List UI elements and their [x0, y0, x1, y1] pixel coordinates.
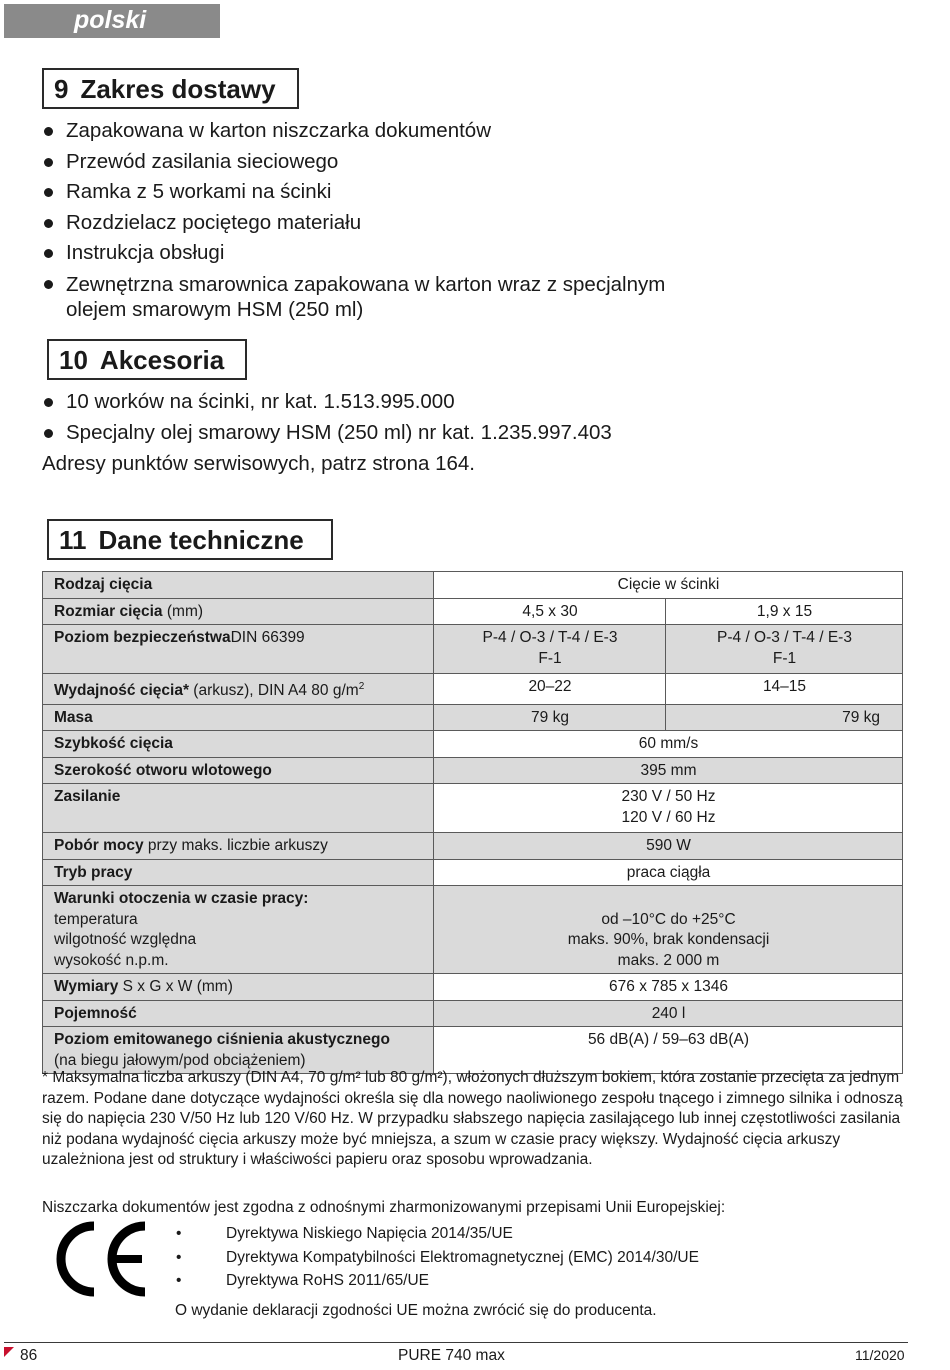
section-heading-technical-data	[47, 519, 333, 560]
row-label: Szybkość cięcia	[43, 731, 434, 758]
section-heading-accessories	[47, 339, 247, 380]
declaration-note: O wydanie deklaracji zgodności UE można zwrócić się do producenta.	[175, 1302, 657, 1319]
value-line: maks. 90%, brak kondensacji	[567, 931, 770, 948]
value-line: 120 V / 60 Hz	[621, 808, 716, 826]
label-bold: Rozmiar cięcia	[54, 602, 163, 620]
value-line: P-4 / O-3 / T-4 / E-3	[717, 629, 852, 646]
corner-marker-icon	[4, 1347, 14, 1357]
table-row	[43, 674, 903, 705]
technical-data-table	[42, 571, 903, 1074]
table-row	[43, 1027, 903, 1074]
table-row	[43, 598, 903, 625]
list-item: Specjalny olej smarowy HSM (250 ml) nr kat. 1.235.997.403	[44, 418, 744, 449]
row-label	[43, 886, 434, 974]
list-item: Przewód zasilania sieciowego	[44, 147, 744, 178]
section-title: Zakres dostawy	[80, 74, 276, 104]
value-line: 230 V / 50 Hz	[621, 788, 716, 805]
section-number: 11	[59, 525, 87, 555]
list-item	[44, 269, 744, 322]
table-row	[43, 886, 903, 974]
cell-value: 14–15	[666, 674, 903, 705]
label-bold: Poziom bezpieczeństwa	[54, 629, 231, 646]
cell-value	[666, 625, 903, 674]
label-detail: przy maks. liczbie arkuszy	[143, 837, 328, 854]
row-label	[43, 974, 434, 1001]
section-number: 10	[59, 345, 88, 375]
cell-value: 60 mm/s	[434, 731, 903, 758]
cell-value	[434, 625, 666, 674]
table-row	[43, 572, 903, 599]
cell-value: 590 W	[434, 833, 903, 860]
table-row	[43, 1000, 903, 1027]
list-item: Zapakowana w karton niszczarka dokumentów	[44, 116, 744, 147]
table-row	[43, 784, 903, 833]
cell-value: 676 x 785 x 1346	[434, 974, 903, 1001]
list-item: • Dyrektywa Niskiego Napięcia 2014/35/UE	[176, 1222, 699, 1246]
list-item: Rozdzielacz pociętego materiału	[44, 208, 744, 239]
label-bold: Wymiary	[54, 978, 119, 995]
label-superscript: 2	[358, 681, 365, 692]
label-line: wysokość n.p.m.	[54, 951, 169, 969]
label-bold: Poziom emitowanego ciśnienia akustycznego	[54, 1031, 390, 1048]
table-row	[43, 704, 903, 731]
conformity-intro: Niszczarka dokumentów jest zgodna z odnośnymi zharmonizowanymi przepisami Unii Europejskiej:	[42, 1199, 726, 1216]
table-row	[43, 731, 903, 758]
row-label: Rodzaj cięcia	[43, 572, 434, 599]
label-line: temperatura	[54, 910, 138, 928]
ce-mark-icon	[50, 1220, 150, 1298]
page-number: 86	[20, 1347, 38, 1364]
row-label: Tryb pracy	[43, 859, 434, 886]
cell-value: praca ciągła	[434, 859, 903, 886]
list-item: • Dyrektywa RoHS 2011/65/UE	[176, 1269, 699, 1293]
section-number: 9	[54, 74, 69, 104]
value-line: F-1	[538, 649, 562, 667]
cell-value: 1,9 x 15	[666, 598, 903, 625]
cell-value	[434, 886, 903, 974]
cell-value	[434, 784, 903, 833]
directives-list	[176, 1222, 699, 1293]
list-item: Instrukcja obsługi	[44, 238, 744, 269]
row-label: Masa	[43, 704, 434, 731]
list-item-line: Zewnętrzna smarownica zapakowana w karton wraz z specjalnym	[66, 272, 666, 296]
row-label: Pojemność	[43, 1000, 434, 1027]
table-row	[43, 757, 903, 784]
service-note: Adresy punktów serwisowych, patrz strona 164.	[42, 452, 475, 475]
label-detail: (na biegu jałowym/pod obciążeniem)	[54, 1051, 306, 1069]
label-line: wilgotność względna	[54, 931, 197, 948]
label-bold: Pobór mocy	[54, 837, 144, 854]
value-line: maks. 2 000 m	[617, 951, 720, 969]
row-label	[43, 674, 434, 705]
cell-value: 79 kg	[666, 704, 903, 731]
edition-date: 11/2020	[855, 1347, 905, 1363]
section-title: Akcesoria	[99, 345, 225, 375]
table-row	[43, 833, 903, 860]
product-name: PURE 740 max	[398, 1347, 505, 1364]
list-item: • Dyrektywa Kompatybilności Elektromagnetycznej (EMC) 2014/30/UE	[176, 1246, 699, 1270]
list-item: 10 worków na ścinki, nr kat. 1.513.995.000	[44, 387, 744, 418]
label-detail: (mm)	[166, 602, 204, 620]
language-tab: polski	[4, 4, 220, 38]
cell-value: 20–22	[434, 674, 666, 705]
list-item-line: olejem smarowym HSM (250 ml)	[66, 297, 364, 321]
row-label	[43, 625, 434, 674]
delivery-list	[44, 116, 744, 322]
value-line: F-1	[772, 649, 797, 667]
cell-value: 4,5 x 30	[434, 598, 666, 625]
label-bold: Wydajność cięcia*	[54, 682, 189, 699]
row-label: Zasilanie	[43, 784, 434, 833]
value-line: od –10°C do +25°C	[601, 910, 736, 928]
label-bold: Warunki otoczenia w czasie pracy:	[54, 890, 309, 907]
section-title: Dane techniczne	[98, 525, 304, 555]
label-detail: S x G x W (mm)	[118, 978, 233, 995]
cell-value: 79 kg	[434, 704, 666, 731]
footer-divider	[4, 1342, 908, 1343]
accessories-list	[44, 387, 744, 448]
section-heading-delivery	[42, 68, 299, 109]
footnote: * Maksymalna liczba arkuszy (DIN A4, 70 g/m² lub 80 g/m²), włożonych dłuższym bokiem, która zostanie przecięta za jednym razem. Podane dane dotyczące wydajności określa się dla nowego naoliwionego zespołu tnącego i zimnego silnika i odnoszą się do napięcia 230 V/50 Hz lub 120 V/60 Hz. W przypadku słabszego napięcia zasilającego lub innej częstotliwości zasilania niż podana wydajność cięcia arkuszy może być mniejsza, a szum w czasie pracy większy. Wydajność cięcia arkuszy uzależniona jest od struktury i właściwości papieru oraz sposobu wprowadzania.	[42, 1069, 903, 1168]
row-label	[43, 833, 434, 860]
cell-value: 240 l	[434, 1000, 903, 1027]
table-row	[43, 625, 903, 674]
label-detail: (arkusz), DIN A4 80 g/m	[188, 682, 359, 699]
list-item: Ramka z 5 workami na ścinki	[44, 177, 744, 208]
table-row	[43, 859, 903, 886]
value-line: P-4 / O-3 / T-4 / E-3	[482, 629, 618, 646]
cell-value: Cięcie w ścinki	[434, 572, 903, 599]
row-label	[43, 598, 434, 625]
table-row	[43, 974, 903, 1001]
cell-value: 395 mm	[434, 757, 903, 784]
row-label: Szerokość otworu wlotowego	[43, 757, 434, 784]
row-label	[43, 1027, 434, 1074]
label-detail: DIN 66399	[230, 629, 305, 646]
cell-value: 56 dB(A) / 59–63 dB(A)	[434, 1027, 903, 1074]
